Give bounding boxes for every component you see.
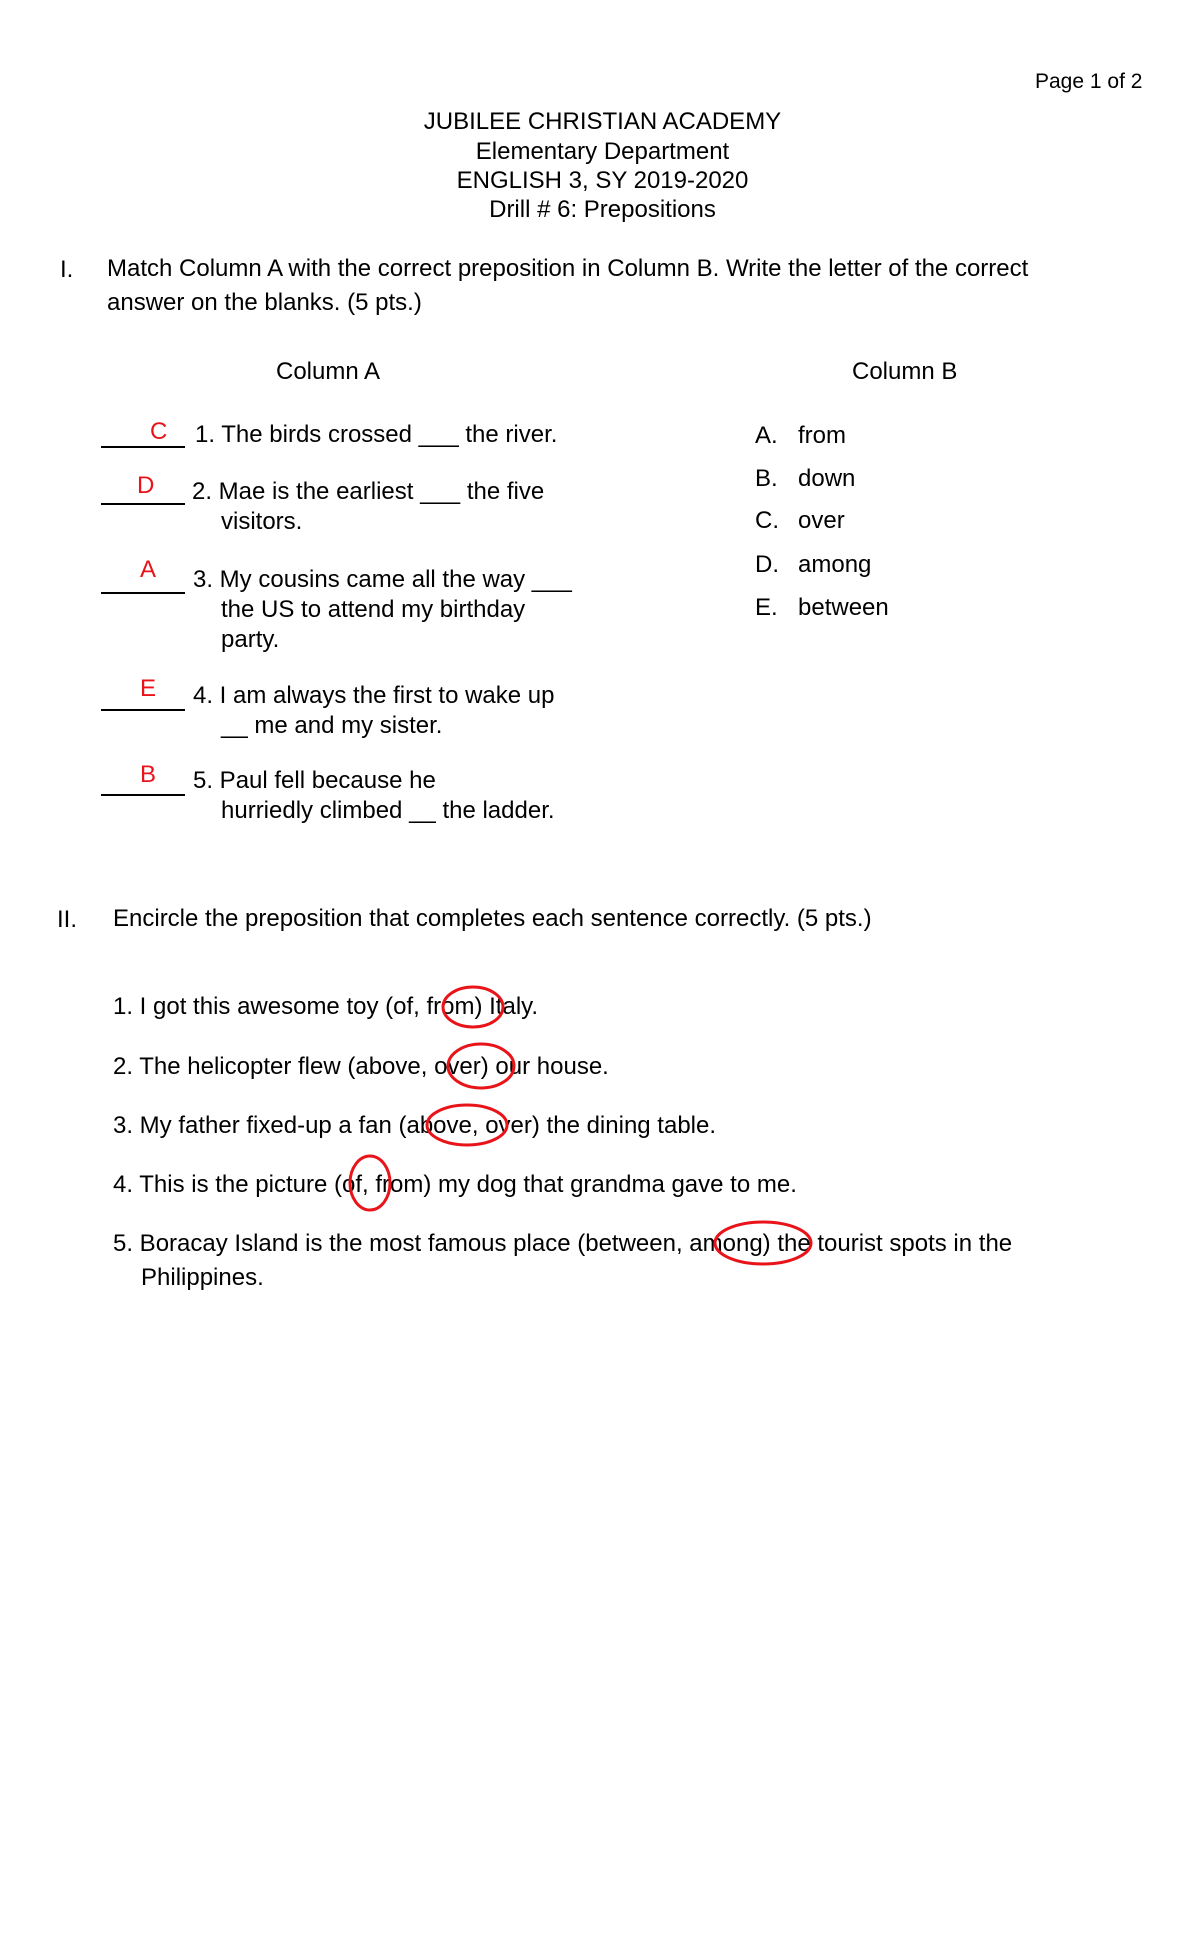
choice-letter: B. (755, 465, 778, 492)
subject-line: ENGLISH 3, SY 2019-2020 (456, 167, 749, 194)
answer-letter: C (150, 418, 168, 445)
column-b-title: Column B (852, 358, 958, 385)
choice-word: among (798, 551, 872, 578)
section-1-instruction-line1: Match Column A with the correct preposition in Column B. Write the letter of the correct (107, 255, 1029, 282)
choice-word: from (798, 422, 846, 449)
section-1-instruction-line2: answer on the blanks. (5 pts.) (107, 289, 422, 316)
item-text-line1: 1. The birds crossed ___ the river. (195, 421, 558, 448)
choice-letter: C. (755, 507, 779, 534)
answer-letter: E (140, 675, 157, 702)
department-name: Elementary Department (475, 138, 730, 165)
answer-blank[interactable] (101, 592, 185, 594)
column-a-title: Column A (276, 358, 381, 385)
choice-word: between (798, 594, 889, 621)
choice-word: down (798, 465, 856, 492)
item-text-line2: the US to attend my birthday (221, 596, 526, 623)
item-text-line2: __ me and my sister. (221, 712, 443, 739)
encircle-item: 3. My father fixed-up a fan (above, over) the dining table. (113, 1112, 717, 1139)
answer-letter: A (140, 556, 157, 583)
answer-blank[interactable] (101, 503, 185, 505)
answer-blank[interactable] (101, 446, 185, 448)
answer-letter: B (140, 761, 157, 788)
choice-word: over (798, 507, 845, 534)
item-text-line1: 2. Mae is the earliest ___ the five (192, 478, 545, 505)
section-1-number: I. (60, 256, 74, 283)
page-number: Page 1 of 2 (1035, 70, 1143, 93)
choice-letter: D. (755, 551, 779, 578)
choice-letter: E. (755, 594, 778, 621)
section-2-instruction: Encircle the preposition that completes each sentence correctly. (5 pts.) (113, 905, 872, 932)
encircle-item: 5. Boracay Island is the most famous place (between, among) the tourist spots in the (113, 1230, 1013, 1257)
answer-letter: D (137, 472, 155, 499)
item-text-line1: 5. Paul fell because he (193, 767, 436, 794)
item-text-line2: hurriedly climbed __ the ladder. (221, 797, 555, 824)
section-2-number: II. (57, 906, 78, 933)
encircle-item-line2: Philippines. (141, 1264, 264, 1291)
item-text-line1: 3. My cousins came all the way ___ (193, 566, 572, 593)
item-text-line1: 4. I am always the first to wake up (193, 682, 555, 709)
encircle-item: 2. The helicopter flew (above, over) our house. (113, 1053, 609, 1080)
item-text-line2: visitors. (221, 508, 303, 535)
drill-title: Drill # 6: Prepositions (489, 196, 716, 223)
choice-letter: A. (755, 422, 778, 449)
item-text-line3: party. (221, 626, 280, 653)
encircle-item: 1. I got this awesome toy (of, from) Italy. (113, 993, 539, 1020)
encircle-item: 4. This is the picture (of, from) my dog that grandma gave to me. (113, 1171, 797, 1198)
answer-blank[interactable] (101, 794, 185, 796)
school-name: JUBILEE CHRISTIAN ACADEMY (423, 108, 782, 135)
answer-blank[interactable] (101, 709, 185, 711)
